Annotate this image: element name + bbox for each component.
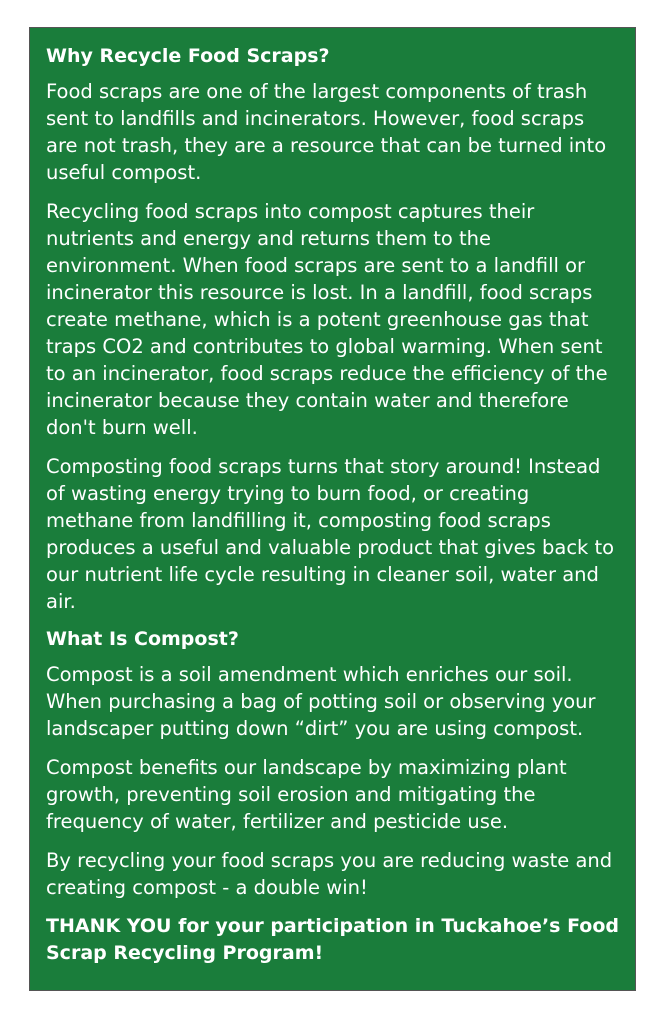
- section-heading-why-recycle: Why Recycle Food Scraps?: [46, 45, 330, 67]
- paragraph-food-scraps-intro: Food scraps are one of the largest components of trash sent to landfills and incinerators. However, food scraps are not trash, they are a resource that can be turned into useful compost.: [46, 80, 607, 184]
- paragraph-composting-story: Composting food scraps turns that story around! Instead of wasting energy trying to burn food, or creating methane from landfilling it, composting food scraps produces a useful and valuable product that gives back to our nutrient life cycle resulting in cleaner soil, water and air.: [46, 455, 615, 613]
- closing-thank-you: THANK YOU for your participation in Tuckahoe’s Food Scrap Recycling Program!: [46, 915, 620, 964]
- info-panel: [29, 27, 636, 991]
- section-heading-what-is-compost: What Is Compost?: [46, 628, 239, 650]
- paragraph-compost-definition: Compost is a soil amendment which enriches our soil. When purchasing a bag of potting soil or observing your landscaper putting down “dirt” you are using compost.: [46, 663, 596, 740]
- paragraph-compost-benefits: Compost benefits our landscape by maximizing plant growth, preventing soil erosion and mitigating the frequency of water, fertilizer and pesticide use.: [46, 756, 567, 833]
- paragraph-double-win: By recycling your food scraps you are reducing waste and creating compost - a double win!: [46, 849, 613, 899]
- paragraph-recycling-benefits: Recycling food scraps into compost captures their nutrients and energy and returns them to the environment. When food scraps are sent to a landfill or incinerator this resource is lost. In a landfill, food scraps create methane, which is a potent greenhouse gas that traps CO2 and contributes to global warming. When sent to an incinerator, food scraps reduce the efficiency of the incinerator because they contain water and therefore don't burn well.: [46, 200, 608, 439]
